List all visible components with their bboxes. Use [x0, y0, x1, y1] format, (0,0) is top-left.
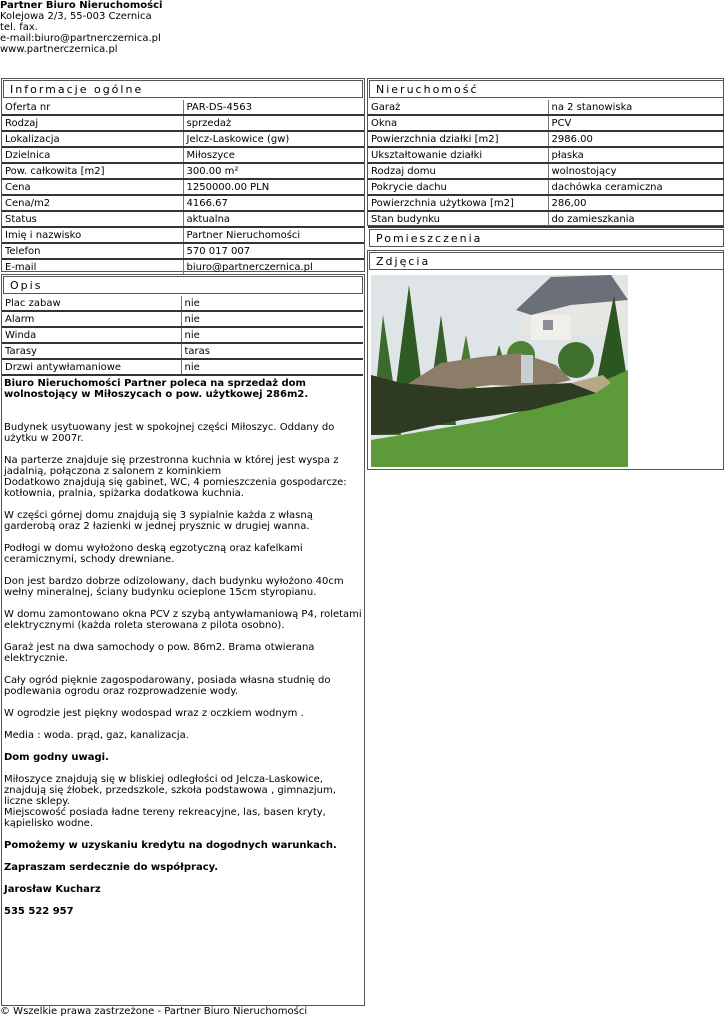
agent-phone: 535 522 957: [4, 906, 74, 917]
row-value: aktualna: [183, 211, 364, 227]
row-label: Cena/m2: [2, 195, 183, 211]
row-label: E-mail: [2, 259, 183, 275]
row-label: Dzielnica: [2, 147, 183, 163]
row-value: 300.00 m²: [183, 163, 364, 179]
description-paragraph: Podłogi w domu wyłożono deską egzotyczną oraz kafelkami ceramicznymi, schody drewniane.: [4, 543, 303, 565]
row-label: Powierzchnia użytkowa [m2]: [368, 195, 548, 211]
table-row: [368, 100, 724, 115]
row-label: Rodzaj domu: [368, 163, 548, 179]
row-value: 286,00: [548, 195, 724, 211]
row-label: Alarm: [2, 311, 181, 327]
row-label: Telefon: [2, 243, 183, 259]
description-highlight: Dom godny uwagi.: [4, 752, 109, 763]
row-label: Cena: [2, 179, 183, 195]
table-row: [368, 195, 724, 211]
row-label: Powierzchnia działki [m2]: [368, 131, 548, 147]
general-info-table: [2, 100, 364, 276]
description-paragraph: Media : woda. prąd, gaz, kanalizacja.: [4, 730, 189, 741]
table-row: [368, 115, 724, 131]
row-label: Plac zabaw: [2, 296, 181, 311]
row-value: nie: [181, 311, 363, 327]
property-header: Nieruchomość: [369, 80, 724, 98]
features-table: [2, 296, 363, 376]
row-value: nie: [181, 296, 363, 311]
table-row: [2, 163, 364, 179]
table-row: [2, 179, 364, 195]
row-value: 2986.00: [548, 131, 724, 147]
row-value: Miłoszyce: [183, 147, 364, 163]
rooms-header: Pomieszczenia: [369, 229, 724, 247]
row-value: na 2 stanowiska: [548, 100, 724, 115]
row-value: Partner Nieruchomości: [183, 227, 364, 243]
row-label: Status: [2, 211, 183, 227]
table-row: [2, 311, 363, 327]
table-row: [2, 327, 363, 343]
row-label: Pow. całkowita [m2]: [2, 163, 183, 179]
description-highlight: Pomożemy w uzyskaniu kredytu na dogodnych warunkach.: [4, 840, 337, 851]
row-value: płaska: [548, 147, 724, 163]
row-value: nie: [181, 359, 363, 375]
table-row: [2, 259, 364, 275]
row-value: PCV: [548, 115, 724, 131]
row-value: Jelcz-Laskowice (gw): [183, 131, 364, 147]
agency-address: Kolejowa 2/3, 55-003 Czernica: [0, 11, 152, 22]
row-label: Rodzaj: [2, 115, 183, 131]
agency-website[interactable]: www.partnerczernica.pl: [0, 44, 118, 55]
row-value: taras: [181, 343, 363, 359]
row-label: Lokalizacja: [2, 131, 183, 147]
row-label: Oferta nr: [2, 100, 183, 115]
agent-name: Jarosław Kucharz: [4, 884, 101, 895]
garden-pond-photo: [371, 275, 628, 467]
table-row: [2, 296, 363, 311]
row-value: dachówka ceramiczna: [548, 179, 724, 195]
table-row: [2, 147, 364, 163]
property-photo[interactable]: [371, 275, 628, 467]
table-row: [368, 211, 724, 227]
agency-name: Partner Biuro Nieruchomości: [0, 0, 163, 11]
table-row: [2, 195, 364, 211]
table-row: [2, 131, 364, 147]
description-paragraph: Cały ogród pięknie zagospodarowany, posiada własna studnię do podlewania ogrodu oraz rozprowadzenie wody.: [4, 675, 331, 697]
table-row: [2, 100, 364, 115]
description-paragraph: Miłoszyce znajdują się w bliskiej odległości od Jelcza-Laskowice, znajdują się żłobek, przedszkole, szkoła podstawowa , gimnazjum, liczne sklepy.: [4, 774, 336, 807]
description-paragraph: Miejscowość posiada ładne tereny rekreacyjne, las, basen kryty, kąpielisko wodne.: [4, 807, 326, 829]
table-row: [2, 243, 364, 259]
row-label: Okna: [368, 115, 548, 131]
description-paragraph: W części górnej domu znajdują się 3 sypialnie każda z własną garderobą oraz 2 łazienki w jednej prysznic w drugiej wanna.: [4, 510, 313, 532]
row-label: Tarasy: [2, 343, 181, 359]
property-table: [368, 100, 724, 228]
row-value[interactable]: 570 017 007: [183, 243, 364, 259]
table-row: [368, 179, 724, 195]
row-value: wolnostojący: [548, 163, 724, 179]
row-value: PAR-DS-4563: [183, 100, 364, 115]
general-info-header: Informacje ogólne: [3, 80, 363, 98]
description-paragraph: Dodatkowo znajdują się gabinet, WC, 4 pomieszczenia gospodarcze: kotłownia, pralnia, spiżarka dodatkowa kuchnia.: [4, 477, 347, 499]
agency-fax: tel. fax.: [0, 22, 38, 33]
table-row: [368, 163, 724, 179]
row-value: sprzedaż: [183, 115, 364, 131]
agency-header: [0, 0, 162, 55]
description-paragraph: W domu zamontowano okna PCV z szybą antywłamaniową P4, roletami elektrycznymi (każda roleta sterowana z pilota osobno).: [4, 609, 362, 631]
row-value: 4166.67: [183, 195, 364, 211]
photos-header: Zdjęcia: [369, 252, 724, 270]
description-paragraph: Don jest bardzo dobrze odizolowany, dach budynku wyłożono 40cm wełny mineralnej, ściany budynku ocieplone 15cm styropianu.: [4, 576, 344, 598]
table-row: [2, 343, 363, 359]
agency-email[interactable]: e-mail:biuro@partnerczernica.pl: [0, 33, 161, 44]
row-label: Drzwi antywłamaniowe: [2, 359, 181, 375]
row-value: nie: [181, 327, 363, 343]
description-paragraph: Na parterze znajduje się przestronna kuchnia w której jest wyspa z jadalnią, połączona z salonem z kominkiem: [4, 455, 339, 477]
row-value: 1250000.00 PLN: [183, 179, 364, 195]
row-label: Imię i nazwisko: [2, 227, 183, 243]
table-row: [2, 227, 364, 243]
row-label: Pokrycie dachu: [368, 179, 548, 195]
row-value[interactable]: biuro@partnerczernica.pl: [183, 259, 364, 275]
row-value: do zamieszkania: [548, 211, 724, 227]
row-label: Garaż: [368, 100, 548, 115]
description-paragraph: Budynek usytuowany jest w spokojnej części Miłoszyc. Oddany do użytku w 2007r.: [4, 422, 335, 444]
table-row: [2, 211, 364, 227]
table-row: [2, 115, 364, 131]
row-label: Ukształtowanie działki: [368, 147, 548, 163]
description-header: Opis: [3, 276, 363, 294]
footer-copyright: © Wszelkie prawa zastrzeżone - Partner Biuro Nieruchomości: [0, 1006, 308, 1017]
table-row: [368, 147, 724, 163]
description-highlight: Zapraszam serdecznie do współpracy.: [4, 862, 219, 873]
table-row: [368, 131, 724, 147]
table-row: [2, 359, 363, 375]
row-label: Winda: [2, 327, 181, 343]
description-paragraph: Garaż jest na dwa samochody o pow. 86m2. Brama otwierana elektrycznie.: [4, 642, 315, 664]
description-lead: Biuro Nieruchomości Partner poleca na sprzedaż dom wolnostojący w Miłoszycach o pow. użytkowej 286m2.: [4, 378, 309, 400]
description-paragraph: W ogrodzie jest piękny wodospad wraz z oczkiem wodnym .: [4, 708, 304, 719]
description-text: [4, 378, 364, 928]
row-label: Stan budynku: [368, 211, 548, 227]
